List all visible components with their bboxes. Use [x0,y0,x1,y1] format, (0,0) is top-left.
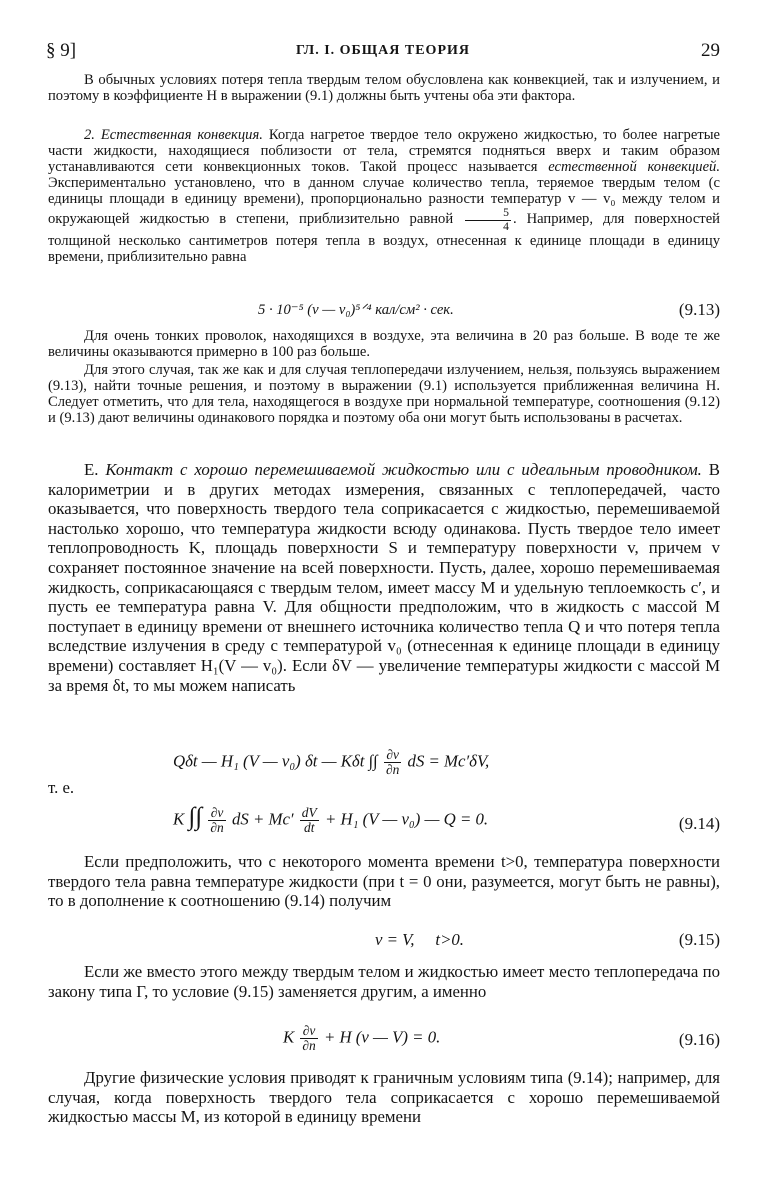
paragraph-thin-wires: Для очень тонких проволок, находящихся в воздухе, эта величина в 20 раз больше. В воде те же величины оказываются примерно в 100 раз больше. [48,328,720,361]
equation-number: (9.13) [678,300,720,319]
equation-body: K $\frac{\partial v}{\partial n}$ + H (v — V) = 0. [283,1023,441,1054]
paragraph-approximation: Для этого случая, так же как и для случая теплопередачи излучением, нельзя, пользуясь выражением (9.13), найти точные решения, и поэтому в выражении (9.1) используется приближенная величина H. Следует отметить, что для тела, находящегося в воздухе при нормальной температуре, соотношения (9.12) и (9.13) дают величины одинакового порядка и поэтому оба они могут быть использованы в расчетах. [48,362,720,427]
equation-body: v = V, t>0. [375,930,464,949]
paragraph-text: Экспериментально установлено, что в данном случае количество тепла, теряемое твердым телом (с единицы площади в единицу времени), пропорционально разности температур v — v₀ между телом и окружающей жидкостью в степени, приблизительно равной [48,175,720,228]
that-is-label: т. е. [48,778,75,797]
paragraph-stirred-liquid [48,460,720,695]
equation-9-14 [48,800,720,846]
equation-body: Qδt — H₁ (V — v₀) δt — Kδt ∫∫ $\frac{\partial v}{\partial n}$ dS = Mc′δV, [173,747,490,778]
equation-number: (9.14) [678,814,720,833]
paragraph-text: В калориметрии и в других методах измерения, связанных с теплопередачей, часто оказывается, что поверхность твердого тела соприкасается с жидкостью, перемешиваемой настолько хорошо, что температура жидкости всюду одинакова. Пусть твердое тело имеет теплопроводность K, площадь поверхности S и температуру поверхности v, причем v сохраняет постоянное значение на всей поверхности. Пусть, далее, хорошо перемешиваемая жидкость, соприкасающаяся с твердым телом, имеет массу M и удельную теплоемкость c′, и пусть ее температура равна V. Для общности предположим, что в жидкость с массой M поступает в единицу времени от внешнего источника количество тепла Q и что потеря тепла вследствие излучения в среду с температурой v₀ (отнесенная к единице площади в единицу времени) составляет H₁(V — v₀). Если δV — увеличение температуры жидкости с массой M за время δt, то мы можем написать [48,460,721,695]
equation-number: (9.16) [678,1030,720,1049]
paragraph-boundary-equal-temp: Если предположить, что с некоторого момента времени t>0, температура поверхности твердого тела равна температуре жидкости (при t = 0 они, разумеется, могут быть не равны), то в дополнение к соотношению (9.14) получим [48,852,720,911]
paragraph-type-g: Если же вместо этого между твердым телом и жидкостью имеет место теплопередача по закону типа Г, то условие (9.15) заменяется другим, а именно [48,962,720,1001]
equation-9-15 [48,930,720,966]
paragraph-text: . Например, для поверхностей толщиной несколько сантиметров потеря тепла в воздух, отнесенная к единице площади в единицу времени, приблизительно равна [48,211,720,266]
chapter-title: ГЛ. I. ОБЩАЯ ТЕОРИЯ [295,43,471,58]
term-natural-convection: естественной конвекцией. [548,159,720,176]
derivative-fraction: $\frac{\partial v}{\partial n}$ [302,1023,316,1054]
section-letter: Е. [84,460,106,479]
equation-heat-balance [48,742,720,786]
paragraph-natural-convection [48,127,720,265]
derivative-fraction: $\frac{\partial v}{\partial n}$ [385,747,400,778]
equation-body: 5 · 10⁻⁵ (v — v₀)⁵ᐟ⁴ кал/см² · сек. [258,302,454,318]
paragraph-text: Когда нагретое твердое тело окружено жидкостью, то более нагретые части жидкости, находящиеся поблизости от тела, стремятся подняться вверх и таким образом устанавливаются сети конвекционных токов. Такой процесс называется [48,127,720,176]
exponent-fraction: $\frac{5}{4}$ [465,207,511,233]
running-header [46,40,720,66]
derivative-fraction: $\frac{\partial v}{\partial n}$ [210,805,224,836]
paragraph-other-conditions: Другие физические условия приводят к граничным условиям типа (9.14); например, для случая, когда поверхность твердого тела соприкасается с хорошо перемешиваемой жидкостью массы M, из которой в единицу времени [48,1068,720,1127]
equation-9-16 [48,1020,720,1064]
section-title: Контакт с хорошо перемешиваемой жидкостью или с идеальным проводником. [105,460,702,479]
time-derivative-fraction: $\frac{dV}{dt}$ [301,805,317,836]
equation-body: K ∫∫ $\frac{\partial v}{\partial n}$ dS + Mc′ $\frac{dV}{dt}$ + H₁ (V — v₀) — Q = 0. [173,803,489,836]
section-marker: § 9] [46,40,77,61]
page-number: 29 [701,40,720,61]
subsection-heading: 2. Естественная конвекция. [84,127,263,143]
paragraph-convection-radiation: В обычных условиях потеря тепла твердым телом обусловлена как конвекцией, так и излучением, и поэтому в коэффициенте H в выражении (9.1) должны быть учтены оба эти фактора. [48,72,720,105]
equation-number: (9.15) [678,930,720,949]
double-integral: ∫∫ [188,803,203,831]
